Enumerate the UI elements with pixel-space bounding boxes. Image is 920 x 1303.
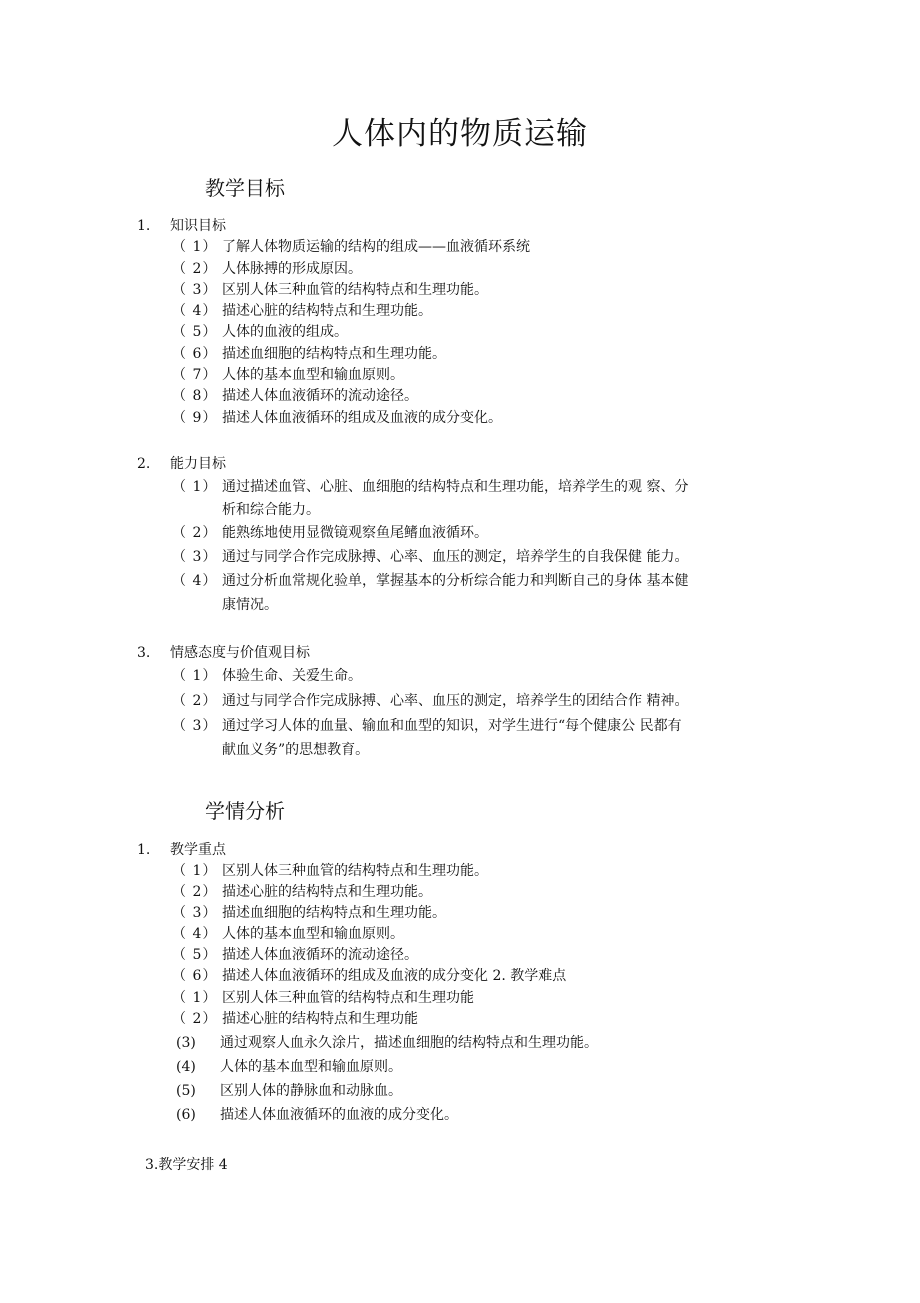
list-number: 1. (137, 842, 151, 858)
item-text: 人体的基本血型和输血原则。 (222, 367, 404, 383)
item-text: 析和综合能力。 (222, 502, 320, 518)
item-mark: (3) (176, 1035, 196, 1051)
item-text: 描述血细胞的结构特点和生理功能。 (222, 346, 446, 362)
item-mark: （ 5） (172, 324, 218, 340)
item-text: 区别人体的静脉血和动脉血。 (220, 1083, 402, 1099)
item-text: 通过与同学合作完成脉搏、心率、血压的测定，培养学生的自我保健 能力。 (222, 549, 689, 565)
item-mark: （ 2） (172, 525, 218, 541)
item-mark: (6) (176, 1107, 196, 1123)
item-mark: （ 9） (172, 410, 218, 426)
item-mark: （ 6） (172, 968, 218, 984)
item-text: 通过与同学合作完成脉搏、心率、血压的测定，培养学生的团结合作 精神。 (222, 693, 689, 709)
item-mark: （ 8） (172, 388, 218, 404)
item-mark: （ 3） (172, 905, 218, 921)
item-mark: （ 7） (172, 367, 218, 383)
item-text: 描述心脏的结构特点和生理功能。 (222, 884, 432, 900)
item-text: 通过学习人体的血量、输血和血型的知识，对学生进行“每个健康公 民都有 (222, 718, 682, 734)
list-number: 2. (137, 456, 151, 472)
item-mark: （ 1） (172, 479, 218, 495)
item-text: 描述血细胞的结构特点和生理功能。 (222, 905, 446, 921)
item-text: 通过观察人血永久涂片，描述血细胞的结构特点和生理功能。 (220, 1035, 598, 1051)
item-text: 描述人体血液循环的组成及血液的成分变化 2. 教学难点 (222, 968, 567, 984)
item-mark: （ 3） (172, 282, 218, 298)
footer-text: 3.教学安排 4 (145, 1157, 228, 1173)
item-text: 能熟练地使用显微镜观察鱼尾鳍血液循环。 (222, 525, 488, 541)
item-text: 区别人体三种血管的结构特点和生理功能 (222, 990, 474, 1006)
item-text: 描述人体血液循环的血液的成分变化。 (220, 1107, 458, 1123)
item-mark: （ 4） (172, 926, 218, 942)
item-text: 人体脉搏的形成原因。 (222, 261, 362, 277)
item-mark: （ 6） (172, 346, 218, 362)
item-text: 康情况。 (222, 597, 278, 613)
item-text: 描述心脏的结构特点和生理功能。 (222, 303, 432, 319)
list-group-label: 知识目标 (170, 218, 226, 234)
item-text: 描述人体血液循环的组成及血液的成分变化。 (222, 410, 502, 426)
item-text: 区别人体三种血管的结构特点和生理功能。 (222, 863, 488, 879)
item-mark: （ 3） (172, 549, 218, 565)
item-text: 区别人体三种血管的结构特点和生理功能。 (222, 282, 488, 298)
list-group-label: 情感态度与价值观目标 (170, 645, 310, 661)
item-text: 人体的基本血型和输血原则。 (222, 926, 404, 942)
item-text: 描述心脏的结构特点和生理功能 (222, 1011, 418, 1027)
item-mark: （ 3） (172, 718, 218, 734)
item-text: 描述人体血液循环的流动途径。 (222, 947, 418, 963)
item-text: 通过分析血常规化验单，掌握基本的分析综合能力和判断自己的身体 基本健 (222, 573, 689, 589)
list-group-label: 教学重点 (170, 842, 226, 858)
item-text: 了解人体物质运输的结构的组成——血液循环系统 (222, 239, 530, 255)
section-heading: 教学目标 (205, 176, 285, 200)
list-group-label: 能力目标 (170, 456, 226, 472)
item-mark: (5) (176, 1083, 196, 1099)
item-text: 人体的基本血型和输血原则。 (220, 1059, 402, 1075)
item-text: 献血义务”的思想教育。 (222, 742, 370, 758)
list-number: 3. (137, 645, 151, 661)
section-heading: 学情分析 (205, 799, 285, 823)
item-mark: (4) (176, 1059, 196, 1075)
item-mark: （ 1） (172, 863, 218, 879)
item-text: 描述人体血液循环的流动途径。 (222, 388, 418, 404)
item-mark: （ 2） (172, 1011, 218, 1027)
item-mark: （ 1） (172, 990, 218, 1006)
item-mark: （ 1） (172, 668, 218, 684)
document-title: 人体内的物质运输 (332, 116, 588, 152)
item-mark: （ 2） (172, 884, 218, 900)
item-mark: （ 1） (172, 239, 218, 255)
item-mark: （ 2） (172, 261, 218, 277)
item-mark: （ 5） (172, 947, 218, 963)
list-number: 1. (137, 218, 151, 234)
item-text: 通过描述血管、心脏、血细胞的结构特点和生理功能，培养学生的观 察、分 (222, 479, 689, 495)
item-mark: （ 4） (172, 573, 218, 589)
item-text: 人体的血液的组成。 (222, 324, 348, 340)
item-text: 体验生命、关爱生命。 (222, 668, 362, 684)
item-mark: （ 2） (172, 693, 218, 709)
item-mark: （ 4） (172, 303, 218, 319)
